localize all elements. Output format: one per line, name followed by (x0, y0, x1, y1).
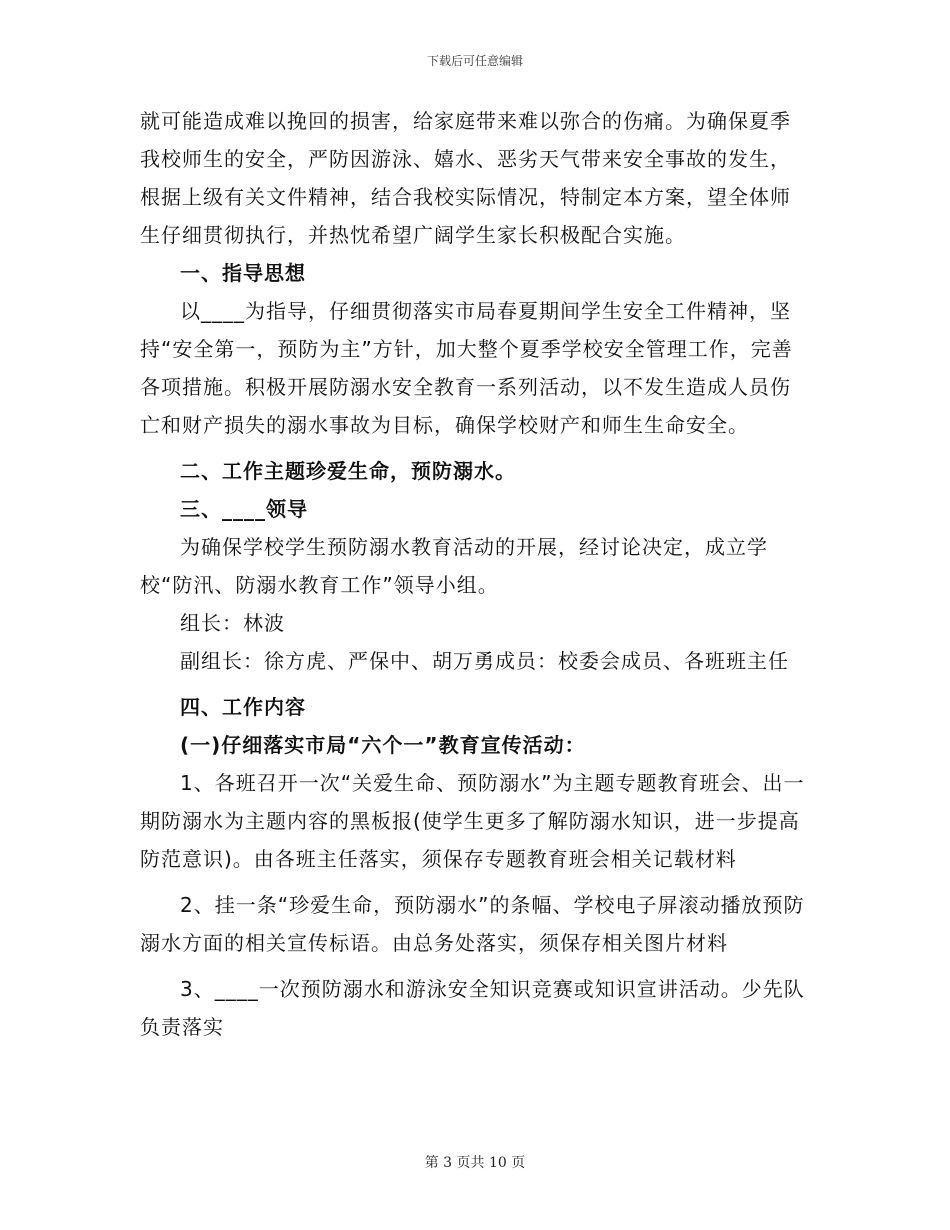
section-heading-guiding-ideology: 一、指导思想 (180, 261, 306, 285)
intro-paragraph: 就可能造成难以挽回的损害，给家庭带来难以弥合的伤痛。为确保夏季我校师生的安全，严防因游泳、嬉水、恶劣天气带来安全事故的发生，根据上级有关文件精神，结合我校实际情况，特制定本方案，望全体师生仔细贯彻执行，并热忱希望广阔学生家长积极配合实施。 (140, 109, 791, 247)
leadership-paragraph: 为确保学校学生预防溺水教育活动的开展，经讨论决定，成立学校“防汛、防溺水教育工作”领导小组。 (140, 535, 768, 597)
section-heading-leadership: 三、____领导 (180, 497, 308, 521)
document-body (140, 102, 808, 1046)
deputy-leaders: 副组长：徐方虎、严保中、胡万勇成员：校委会成员、各班班主任 (180, 649, 789, 673)
header-note: 下载后可任意编辑 (426, 54, 523, 68)
list-item-class-meeting: 1、各班召开一次“关爱生命、预防溺水”为主题专题教育班会、出一期防溺水为主题内容的黑板报(使学生更多了解防溺水知识，进一步提高防范意识)。由各班主任落实，须保存专题教育班会相关记载材料 (140, 771, 805, 871)
section-heading-work-theme: 二、工作主题珍爱生命，预防溺水。 (180, 459, 516, 483)
group-leader: 组长：林波 (180, 611, 285, 635)
subsection-heading-six-ones: (一)仔细落实市局“六个一”教育宣传活动： (180, 733, 586, 757)
section-heading-work-content: 四、工作内容 (180, 695, 306, 719)
page-number: 第 3 页共 10 页 (424, 1155, 526, 1171)
guiding-ideology-paragraph: 以____为指导，仔细贯彻落实市局春夏期间学生安全工件精神，坚持“安全第一，预防为主”方针，加大整个夏季学校安全管理工作，完善各项措施。积极开展防溺水安全教育一系列活动，以不发生造成人员伤亡和财产损失的溺水事故为目标，确保学校财产和师生生命安全。 (140, 299, 793, 437)
list-item-banner: 2、挂一条“珍爱生命，预防溺水”的条幅、学校电子屏滚动播放预防溺水方面的相关宣传标语。由总务处落实，须保存相关图片材料 (140, 893, 805, 955)
list-item-contest: 3、____一次预防溺水和游泳安全知识竞赛或知识宣讲活动。少先队负责落实 (140, 977, 805, 1039)
